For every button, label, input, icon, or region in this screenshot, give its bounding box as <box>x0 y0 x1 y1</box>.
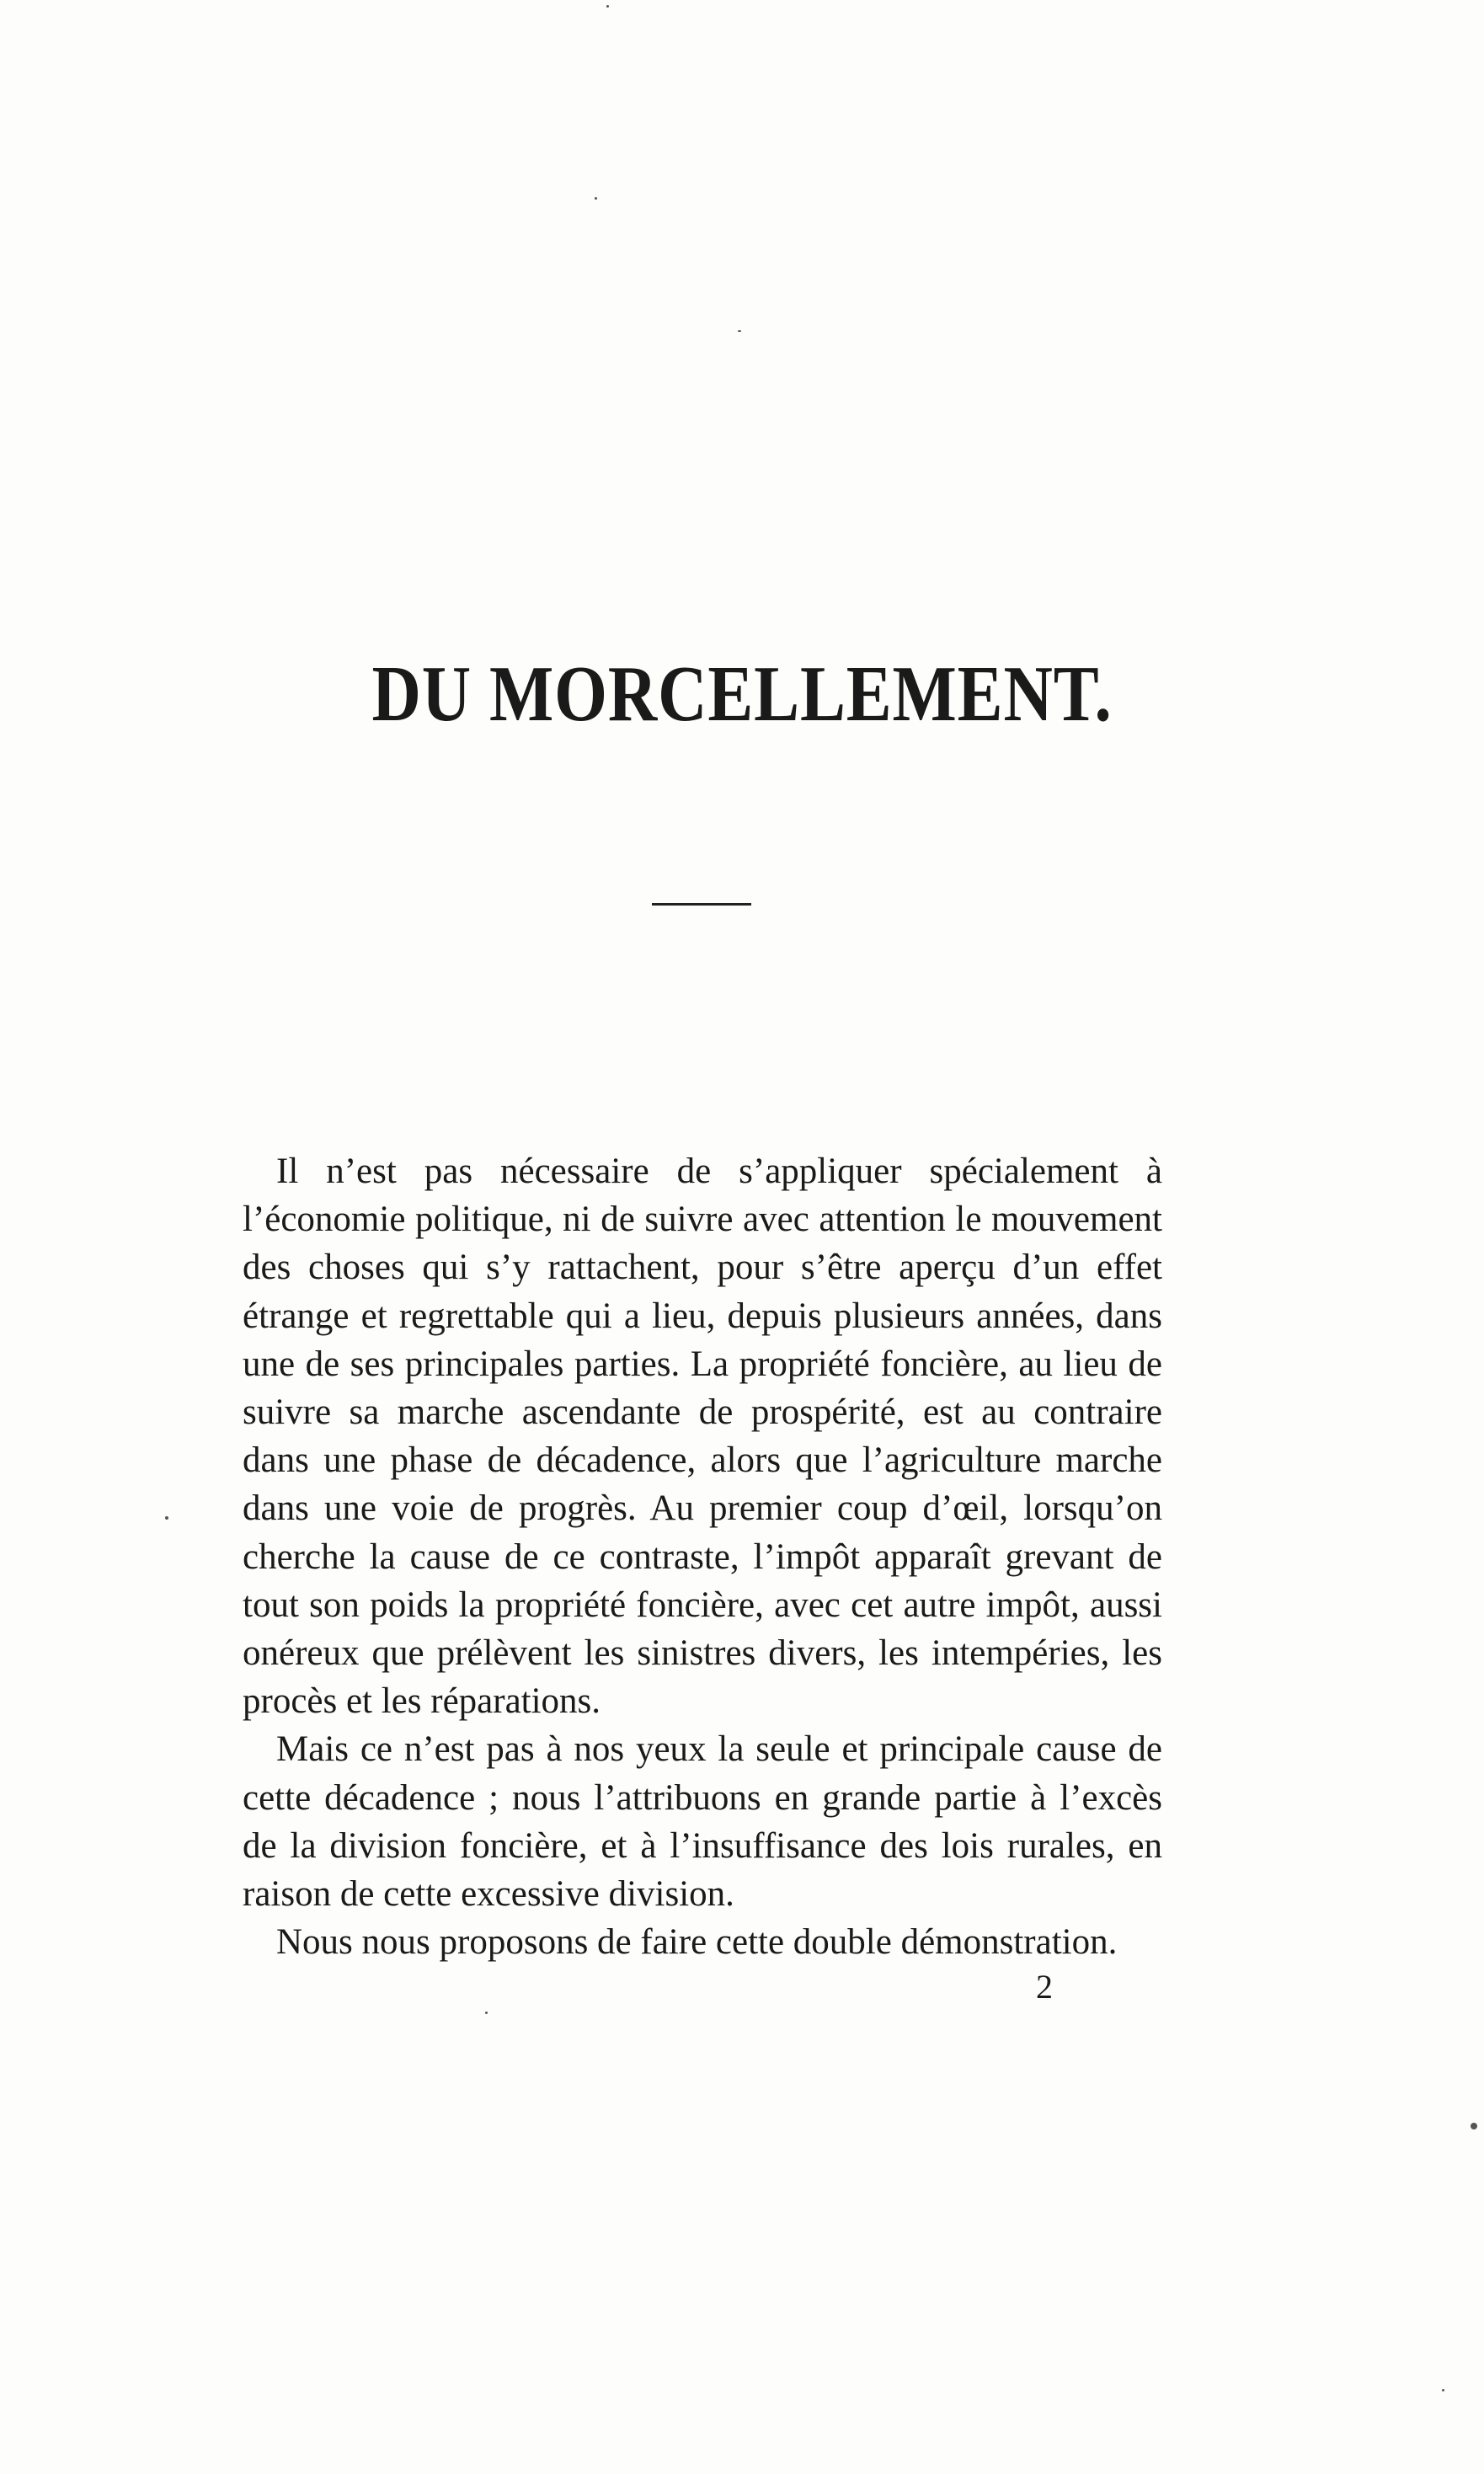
scan-speck <box>1471 2123 1477 2129</box>
scan-speck <box>165 1516 168 1520</box>
scan-speck <box>595 197 597 200</box>
scan-speck <box>485 2012 488 2014</box>
chapter-title: DU MORCELLEMENT. <box>371 650 1113 738</box>
body-text <box>243 1147 1162 1966</box>
scan-speck <box>606 5 609 8</box>
signature-mark: 2 <box>1036 1968 1053 2006</box>
title-divider <box>652 903 751 906</box>
paragraph: Il n’est pas nécessaire de s’appliquer spécialement à l’économie politique, ni de suivre avec attention le mouvement des choses qui s’y rattachent, pour s’être aperçu d’un effet étrange et regrettable qui a lieu, depuis plusieurs années, dans une de ses principales parties. La propriété foncière, au lieu de suivre sa marche ascendante de prospérité, est au contraire dans une phase de décadence, alors que l’agriculture marche dans une voie de progrès. Au premier coup d’œil, lorsqu’on cherche la cause de ce contraste, l’impôt apparaît grevant de tout son poids la propriété foncière, avec cet autre impôt, aussi onéreux que prélèvent les sinistres divers, les intempéries, les procès et les réparations. <box>243 1152 1162 1722</box>
paragraph: Nous nous proposons de faire cette double démonstration. <box>276 1922 1118 1963</box>
scan-speck <box>738 330 741 332</box>
scan-speck <box>1442 2389 1444 2391</box>
paragraph: Mais ce n’est pas à nos yeux la seule et principale cause de cette décadence ; nous l’attribuons en grande partie à l’excès de la division foncière, et à l’insuffisance des lois rurales, en raison de cette excessive division. <box>243 1729 1162 1915</box>
